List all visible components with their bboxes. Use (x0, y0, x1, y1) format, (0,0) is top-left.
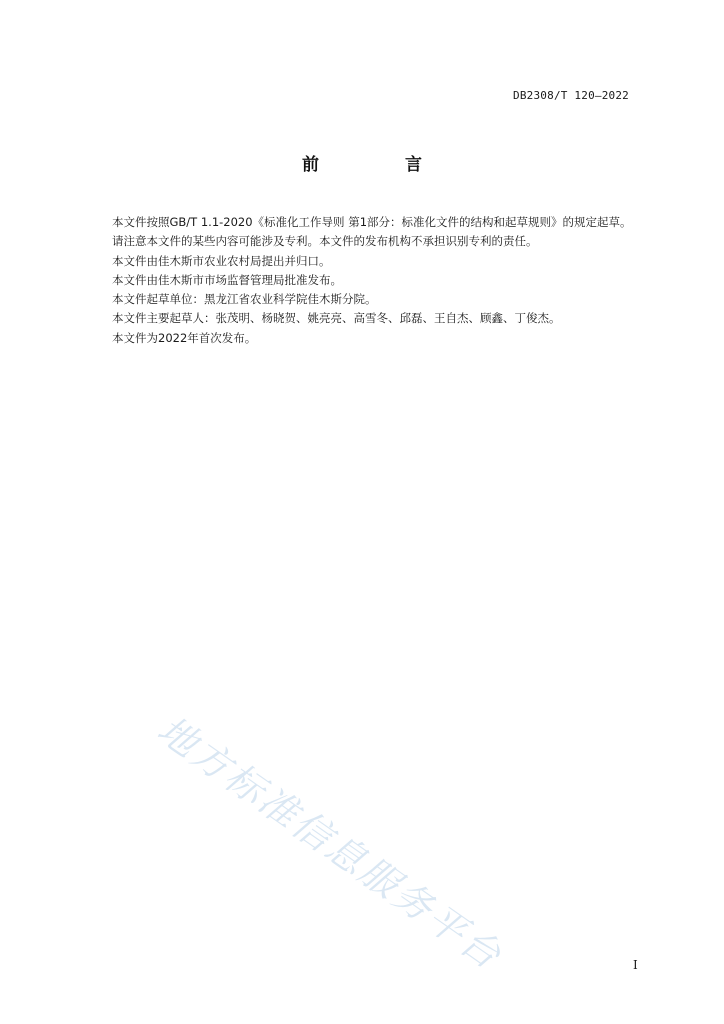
foreword-body (88, 213, 650, 348)
paragraph-drafting-unit: 本文件起草单位：黑龙江省农业科学院佳木斯分院。 (112, 292, 377, 307)
paragraph-standard-basis: 本文件按照GB/T 1.1-2020《标准化工作导则 第1部分：标准化文件的结构和起草规则》的规定起草。 (112, 215, 632, 229)
paragraph-approver: 本文件由佳木斯市市场监督管理局批准发布。 (112, 272, 342, 287)
paragraph-drafters: 本文件主要起草人：张茂明、杨晓贺、姚亮亮、高雪冬、邱磊、王自杰、顾鑫、丁俊杰。 (112, 311, 561, 326)
paragraph-first-release: 本文件为2022年首次发布。 (112, 330, 257, 345)
section-heading-foreword: 前 言 (302, 155, 462, 175)
paragraph-patent-notice: 请注意本文件的某些内容可能涉及专利。本文件的发布机构不承担识别专利的责任。 (112, 234, 538, 249)
paragraph-proposer: 本文件由佳木斯市农业农村局提出并归口。 (112, 253, 331, 268)
document-code: DB2308/T 120—2022 (513, 89, 629, 102)
page-number: I (633, 958, 638, 972)
watermark: 地方标准信息服务平台 (149, 707, 511, 979)
